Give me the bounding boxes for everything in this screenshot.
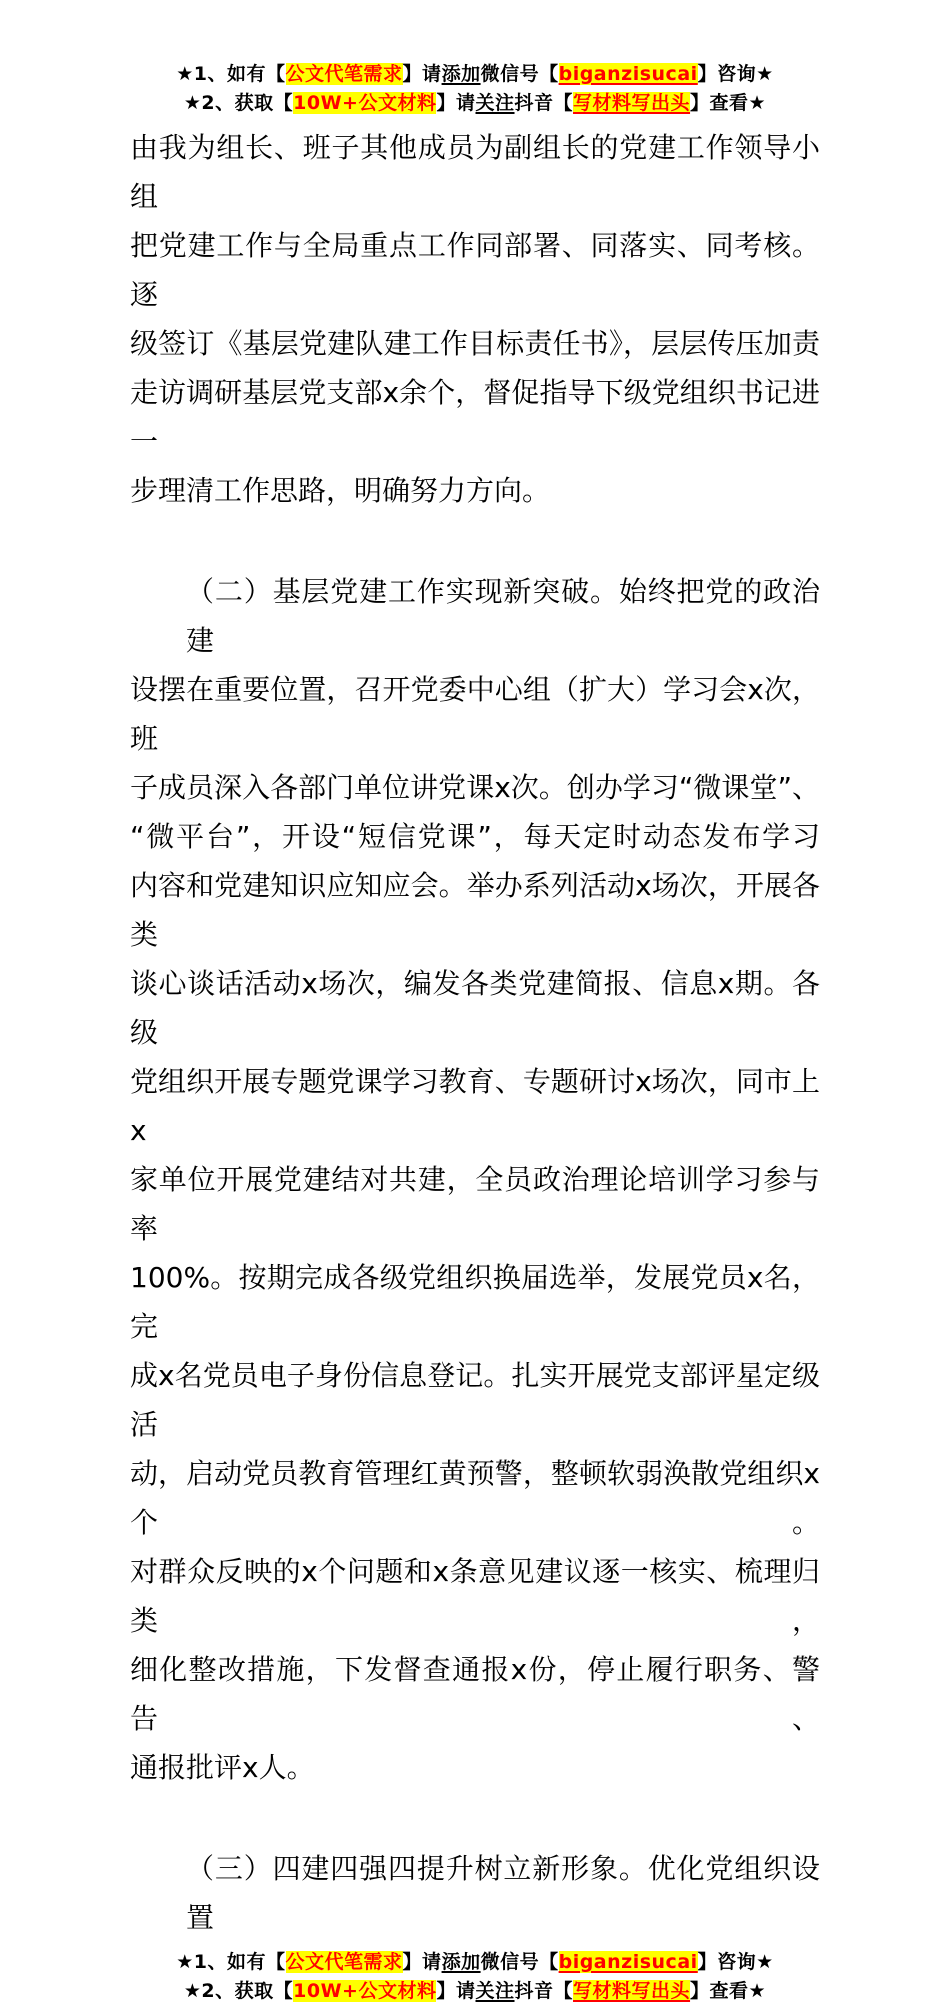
body-text-line: 设摆在重要位置，召开党委中心组（扩大）学习会x次，班 bbox=[130, 673, 820, 755]
promo-underlined-text: 添加 bbox=[441, 63, 481, 85]
promo-text: 抖音【 bbox=[514, 1980, 574, 2002]
promo-text: ★1、如有【 bbox=[176, 1951, 286, 1973]
paragraph-section-3 bbox=[130, 1844, 820, 1942]
body-text-line: 步理清工作思路，明确努力方向。 bbox=[130, 474, 551, 507]
promo-line bbox=[0, 1948, 950, 1977]
promo-highlighted-link-text: biganzisucai bbox=[558, 1951, 698, 1973]
body-text-line: 对群众反映的x个问题和x条意见建议逐一核实、梳理归类， bbox=[130, 1555, 820, 1637]
promo-highlighted-text: 10W+公文材料 bbox=[293, 1980, 437, 2002]
promo-text: 微信号【 bbox=[480, 1951, 559, 1973]
promo-line bbox=[0, 1977, 950, 2006]
promo-highlighted-link-text: 写材料写出头 bbox=[573, 1980, 691, 2002]
body-text-line: 级签订《基层党建队建工作目标责任书》，层层传压加责 bbox=[130, 327, 820, 360]
body-text-line: （三）四建四强四提升树立新形象。优化党组织设置 bbox=[186, 1852, 820, 1934]
body-text-line: 细化整改措施，下发督查通报x份，停止履行职务、警告、 bbox=[130, 1653, 820, 1735]
promo-highlighted-link-text: biganzisucai bbox=[558, 63, 698, 85]
footer-promo-banner bbox=[0, 1948, 950, 2006]
promo-text: 微信号【 bbox=[480, 63, 559, 85]
promo-underlined-text: 添加 bbox=[441, 1951, 481, 1973]
body-text-line: 党组织开展专题党课学习教育、专题研讨x场次，同市上x bbox=[130, 1065, 820, 1147]
body-text-line: 100%。按期完成各级党组织换届选举，发展党员x名，完 bbox=[130, 1261, 820, 1343]
body-text-line: （二）基层党建工作实现新突破。始终把党的政治建 bbox=[186, 575, 820, 657]
paragraph-continuation bbox=[130, 123, 820, 515]
body-text-line: 成x名党员电子身份信息登记。扎实开展党支部评星定级活 bbox=[130, 1359, 820, 1441]
body-text-line: 谈心谈话活动x场次，编发各类党建简报、信息x期。各级 bbox=[130, 967, 820, 1049]
promo-line bbox=[0, 60, 950, 89]
promo-underlined-text: 关注 bbox=[475, 92, 515, 114]
promo-line bbox=[0, 89, 950, 118]
body-text-line: 走访调研基层党支部x余个，督促指导下级党组织书记进一 bbox=[130, 376, 820, 458]
paragraph-section-2 bbox=[130, 567, 820, 1792]
promo-highlighted-link-text: 写材料写出头 bbox=[573, 92, 691, 114]
promo-text: 】查看★ bbox=[690, 92, 767, 114]
body-text-line: “微平台”，开设“短信党课”，每天定时动态发布学习 bbox=[130, 820, 820, 853]
promo-underlined-text: 关注 bbox=[475, 1980, 515, 2002]
promo-text: 】查看★ bbox=[690, 1980, 767, 2002]
promo-highlighted-text: 公文代笔需求 bbox=[285, 63, 403, 85]
body-text-line: 内容和党建知识应知应会。举办系列活动x场次，开展各类 bbox=[130, 869, 820, 951]
promo-text: 】咨询★ bbox=[697, 1951, 774, 1973]
promo-text: 】请 bbox=[402, 63, 442, 85]
header-promo-banner bbox=[0, 60, 950, 118]
body-text-line: 家单位开展党建结对共建，全员政治理论培训学习参与率 bbox=[130, 1163, 820, 1245]
promo-highlighted-text: 公文代笔需求 bbox=[285, 1951, 403, 1973]
promo-text: ★2、获取【 bbox=[183, 92, 294, 114]
promo-text: ★2、获取【 bbox=[183, 1980, 294, 2002]
body-text-line: 动，启动党员教育管理红黄预警，整顿软弱涣散党组织x个。 bbox=[130, 1457, 820, 1539]
promo-text: 】请 bbox=[402, 1951, 442, 1973]
promo-text: 】请 bbox=[436, 1980, 476, 2002]
promo-highlighted-text: 10W+公文材料 bbox=[293, 92, 437, 114]
body-text-line: 通报批评x人。 bbox=[130, 1751, 315, 1784]
promo-text: 抖音【 bbox=[514, 92, 574, 114]
promo-text: 】咨询★ bbox=[697, 63, 774, 85]
body-text-line: 由我为组长、班子其他成员为副组长的党建工作领导小组 bbox=[130, 131, 820, 213]
body-text-line: 把党建工作与全局重点工作同部署、同落实、同考核。逐 bbox=[130, 229, 820, 311]
body-text-line: 子成员深入各部门单位讲党课x次。创办学习“微课堂”、 bbox=[130, 771, 820, 804]
promo-text: 】请 bbox=[436, 92, 476, 114]
document-body bbox=[130, 123, 820, 1942]
promo-text: ★1、如有【 bbox=[176, 63, 286, 85]
